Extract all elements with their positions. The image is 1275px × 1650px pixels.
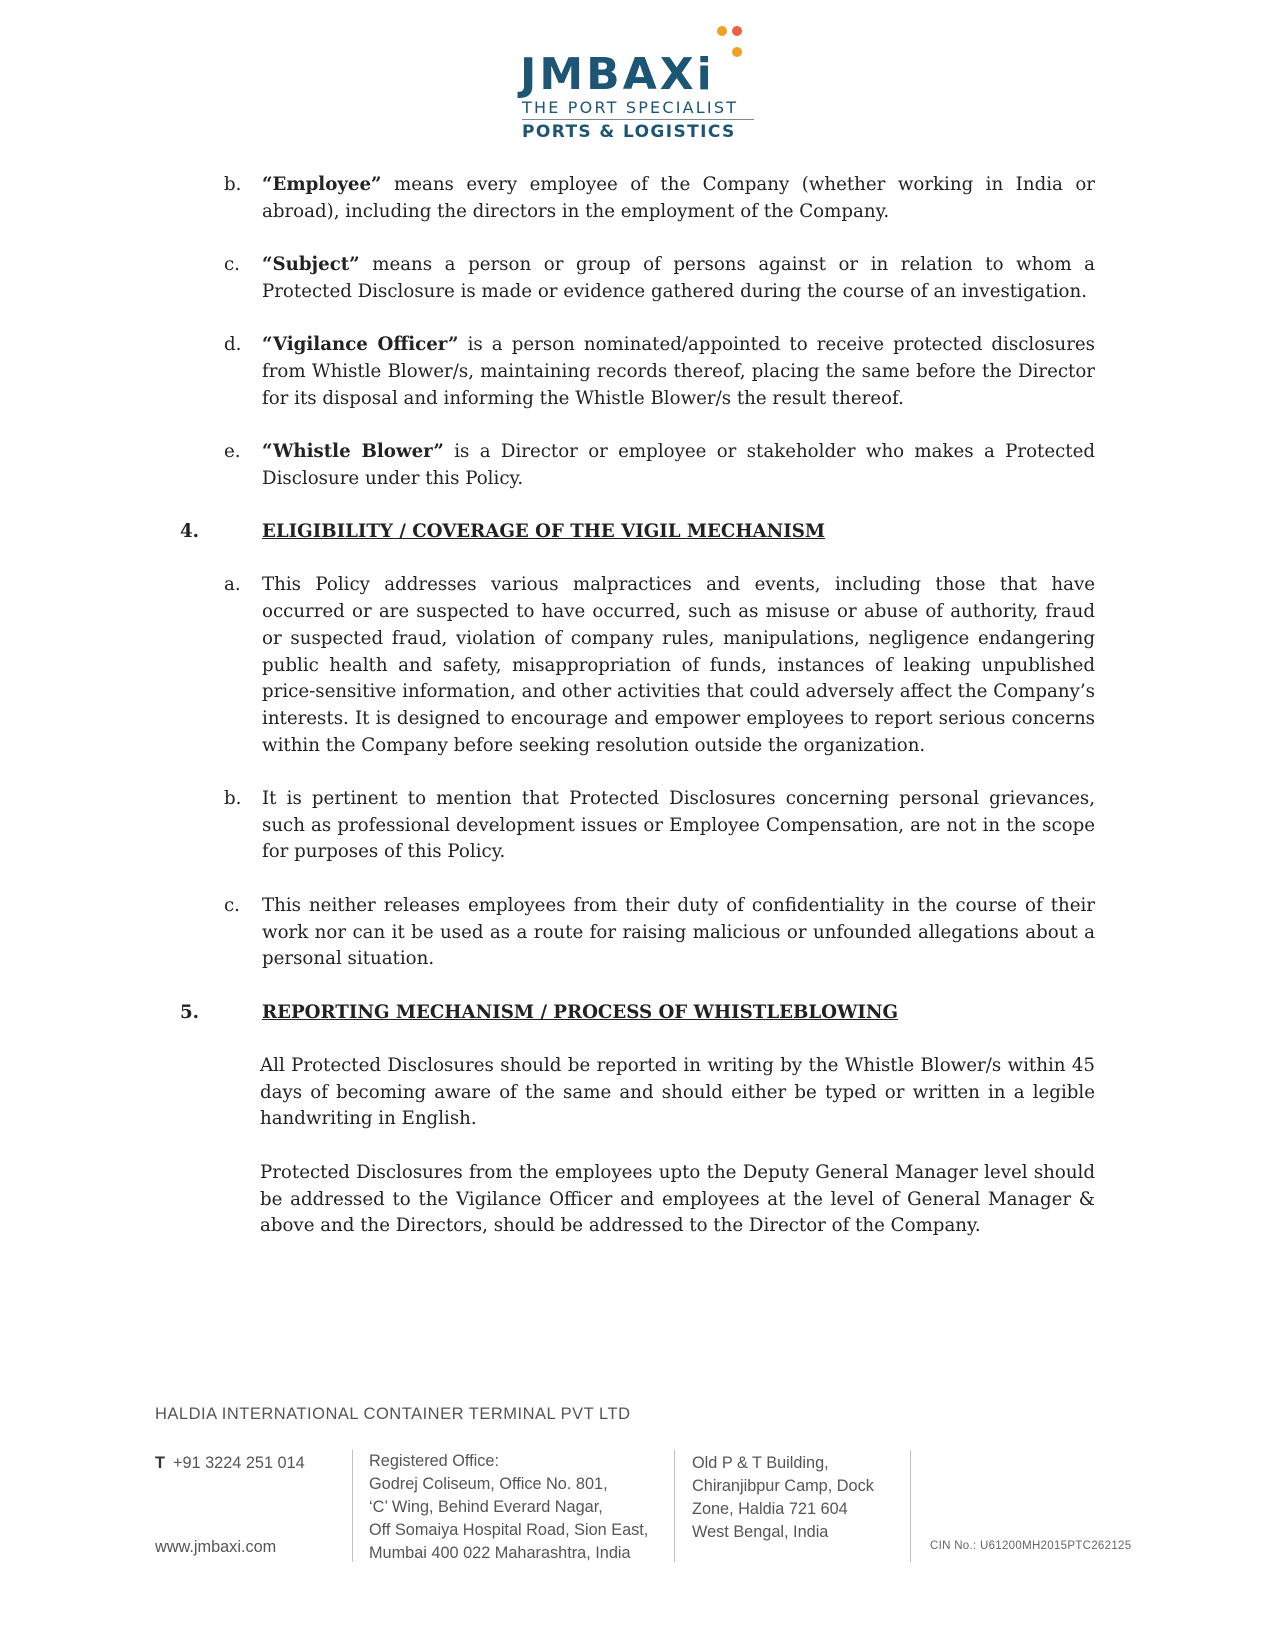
logo-subtitle: PORTS & LOGISTICS [522, 122, 736, 142]
address-line: Off Somaiya Hospital Road, Sion East, [369, 1521, 649, 1539]
footer-cin: CIN No.: U61200MH2015PTC262125 [930, 1540, 1132, 1552]
footer-divider [352, 1450, 353, 1562]
definition-item [180, 172, 1095, 225]
logo-dot-orange-1 [717, 26, 727, 36]
footer-divider [674, 1450, 675, 1562]
footer-local-address [692, 1452, 874, 1544]
address-line: Mumbai 400 022 Maharashtra, India [369, 1544, 631, 1562]
list-item [180, 572, 1095, 759]
term: “Employee” [262, 174, 382, 195]
document-body [180, 172, 1095, 1267]
list-item [180, 893, 1095, 973]
address-line: Old P & T Building, [692, 1454, 829, 1472]
logo-tagline: THE PORT SPECIALIST [522, 98, 739, 117]
definition: is a person nominated/appointed to receive protected disclosures from Whistle Blower/s, maintaining records thereof, placing the same before the Director for its disposal and informing the Whistle Blower/s the result thereof. [262, 334, 1095, 409]
term: “Whistle Blower” [262, 440, 444, 462]
address-line: Registered Office: [369, 1452, 500, 1470]
logo-name: JMBAXi [520, 49, 715, 100]
section-number: 4. [180, 521, 199, 543]
definition: means every employee of the Company (whether working in India or abroad), including the directors in the employment of the Company. [262, 174, 1095, 222]
item-text: This neither releases employees from their duty of confidentiality in the course of their work nor can it be used as a route for raising malicious or unfounded allegations about a personal situation. [262, 894, 1095, 970]
list-item [180, 786, 1095, 866]
section-number: 5. [180, 1001, 199, 1023]
definition: is a Director or employee or stakeholder who makes a Protected Disclosure under this Policy. [262, 440, 1095, 489]
phone-number: +91 3224 251 014 [172, 1454, 305, 1472]
term: “Subject” [262, 254, 360, 276]
footer-divider [910, 1450, 911, 1562]
definition-item [180, 252, 1095, 305]
item-text [262, 252, 1095, 305]
item-text [262, 332, 1095, 412]
section-heading [180, 1000, 1095, 1027]
definition: means a person or group of persons against or in relation to whom a Protected Disclosure is made or evidence gathered during the course of an investigation. [262, 254, 1095, 302]
address-line: West Bengal, India [692, 1523, 829, 1541]
address-line: Godrej Coliseum, Office No. 801, [369, 1475, 608, 1493]
footer-company-name: HALDIA INTERNATIONAL CONTAINER TERMINAL PVT LTD [155, 1405, 631, 1423]
section-title: ELIGIBILITY / COVERAGE OF THE VIGIL MECHANISM [262, 521, 826, 543]
item-label: c. [224, 894, 240, 916]
item-text: It is pertinent to mention that Protected Disclosures concerning personal grievances, such as professional development issues or Employee Compensation, are not in the scope for purposes of this Policy. [262, 788, 1095, 863]
item-label: b. [224, 788, 242, 810]
address-line: ‘C’ Wing, Behind Everard Nagar, [369, 1498, 603, 1516]
item-label: a. [224, 574, 241, 596]
footer-registered-office [369, 1450, 648, 1565]
term: “Vigilance Officer” [262, 334, 459, 356]
item-label: b. [224, 174, 242, 195]
paragraph: All Protected Disclosures should be reported in writing by the Whistle Blower/s within 45 days of becoming aware of the same and should either be typed or written in a legible handwriting in English. [260, 1055, 1095, 1130]
logo-divider [522, 119, 754, 120]
definition-item [180, 332, 1095, 412]
item-label: d. [224, 334, 242, 356]
item-label: e. [224, 440, 241, 462]
item-label: c. [224, 254, 240, 276]
footer-website-link[interactable]: www.jmbaxi.com [155, 1538, 277, 1556]
address-line: Zone, Haldia 721 604 [692, 1500, 848, 1518]
item-text: This Policy addresses various malpractices and events, including those that have occurred or are suspected to have occurred, such as misuse or abuse of authority, fraud or suspected fraud, violation of company rules, manipulations, negligence endangering public health and safety, misappropriation of funds, instances of leaking unpublished price-sensitive information, and other activities that could adversely affect the Company’s interests. It is designed to encourage and empower employees to report serious concerns within the Company before seeking resolution outside the organization. [262, 574, 1095, 756]
company-logo [520, 20, 760, 145]
address-line: Chiranjibpur Camp, Dock [692, 1477, 874, 1495]
section-heading [180, 519, 1095, 546]
definition-item [180, 439, 1095, 492]
section-title: REPORTING MECHANISM / PROCESS OF WHISTLEBLOWING [262, 1001, 899, 1023]
logo-dot-red [732, 26, 742, 36]
paragraph: Protected Disclosures from the employees upto the Deputy General Manager level should be addressed to the Vigilance Officer and employees at the level of General Manager & above and the Directors, should be addressed to the Director of the Company. [260, 1161, 1095, 1237]
item-text [262, 439, 1095, 492]
footer-phone [155, 1452, 305, 1475]
phone-label: T [155, 1454, 165, 1472]
item-text [262, 172, 1095, 225]
